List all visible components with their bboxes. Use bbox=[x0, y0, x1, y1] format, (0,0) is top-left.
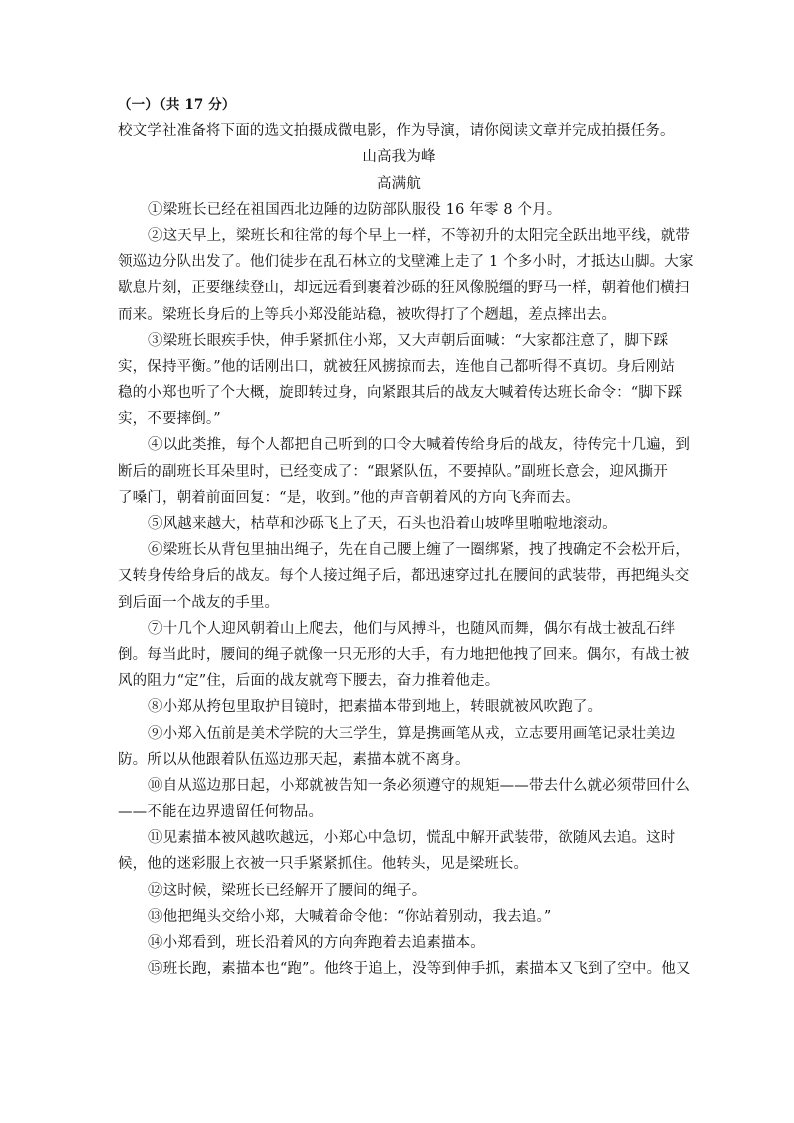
article-line: 又转身传给身后的战友。每个人接过绳子后，都迅速穿过扎在腰间的武装带，再把绳头交 bbox=[118, 568, 690, 585]
article-line: ⑦十几个人迎风朝着山上爬去，他们与风搏斗，也随风而舞，偶尔有战士被乱石绊 bbox=[148, 620, 676, 637]
article-line: 断后的副班长耳朵里时，已经变成了：“跟紧队伍，不要掉队。”副班长意会，迎风撕开 bbox=[118, 463, 668, 480]
article-line: ⑥梁班长从背包里抽出绳子，先在自己腰上缠了一圈绑紧，拽了拽确定不会松开后， bbox=[148, 542, 691, 559]
article-line: ③梁班长眼疾手快，伸手紧抓住小郑，又大声朝后面喊：“大家都注意了，脚下踩 bbox=[148, 332, 669, 349]
article-line: ⑬他把绳头交给小郑，大喊着命令他：“你站着别动，我去追。” bbox=[148, 908, 552, 925]
article-line: ——不能在边界遗留任何物品。 bbox=[118, 804, 324, 821]
article-line: 到后面一个战友的手里。 bbox=[118, 594, 280, 611]
article-line: 实，保持平衡。”他的话刚出口，就被狂风掳掠而去，连他自己都听得不真切。身后刚站 bbox=[118, 358, 676, 375]
article-line: 稳的小郑也听了个大概，旋即转过身，向紧跟其后的战友大喊着传达班长命令：“脚下踩 bbox=[118, 385, 683, 402]
section-heading: （一）（共 17 分） bbox=[118, 97, 236, 113]
article-line: ⑪见素描本被风越吹越远，小郑心中急切，慌乱中解开武装带，欲随风去追。这时 bbox=[148, 830, 676, 847]
article-line: ⑧小郑从挎包里取护目镜时，把素描本带到地上，转眼就被风吹跑了。 bbox=[148, 699, 603, 716]
article-line: 了嗓门，朝着前面回复：“是，收到。”他的声音朝着风的方向飞奔而去。 bbox=[118, 489, 581, 506]
article-line: ⑤风越来越大，枯草和沙砾飞上了天，石头也沿着山坡哗里啪啦地滚动。 bbox=[148, 516, 617, 532]
article-line: 防。所以从他跟着队伍巡边那天起，素描本就不离身。 bbox=[118, 751, 470, 768]
article-line: ⑭小郑看到，班长沿着风的方向奔跑着去追素描本。 bbox=[148, 935, 485, 951]
article-body bbox=[118, 197, 694, 983]
article-line: 歇息片刻，正要继续登山，却远远看到裹着沙砾的狂风像脱缰的野马一样，朝着他们横扫 bbox=[118, 280, 690, 297]
article-line: 领巡边分队出发了。他们徒步在乱石林立的戈壁滩上走了 1 个多小时，才抵达山脚。大家 bbox=[118, 254, 694, 271]
article-line: 倒。每当此时，腰间的绳子就像一只无形的大手，有力地把他拽了回来。偶尔，有战士被 bbox=[118, 646, 690, 663]
article-line: 实，不要摔倒。” bbox=[118, 411, 221, 428]
article-line: ②这天早上，梁班长和往常的每个早上一样，不等初升的太阳完全跃出地平线，就带 bbox=[148, 227, 691, 244]
article-line: 风的阻力“定”住，后面的战友就弯下腰去，奋力推着他走。 bbox=[118, 673, 500, 690]
article-line: ⑮班长跑，素描本也“跑”。他终于追上，没等到伸手抓，素描本又飞到了空中。他又 bbox=[148, 961, 691, 978]
article-line: ⑫这时候，梁班长已经解开了腰间的绳子。 bbox=[148, 882, 427, 899]
article-line: ⑩自从巡边那日起，小郑就被告知一条必须遵守的规矩——带去什么就必须带回什么 bbox=[148, 777, 691, 794]
task-intro: 校文学社准备将下面的选文拍摄成微电影，作为导演，请你阅读文章并完成拍摄任务。 bbox=[118, 123, 675, 140]
article-line: 候，他的迷彩服上衣被一只手紧紧抓住。他转头，见是梁班长。 bbox=[118, 856, 529, 873]
article-line: ①梁班长已经在祖国西北边陲的边防部队服役 16 年零 8 个月。 bbox=[148, 201, 562, 218]
article-line: 而来。梁班长身后的上等兵小郑没能站稳，被吹得打了个趔趄，差点摔出去。 bbox=[118, 306, 617, 323]
article-title: 山高我为峰 bbox=[362, 149, 436, 166]
document-content bbox=[118, 92, 694, 982]
article-line: ⑨小郑入伍前是美术学院的大三学生，算是携画笔从戎，立志要用画笔记录壮美边 bbox=[148, 725, 676, 742]
article-author: 高满航 bbox=[377, 175, 421, 192]
article-line: ④以此类推，每个人都把自己听到的口令大喊着传给身后的战友，待传完十几遍，到 bbox=[148, 437, 691, 454]
